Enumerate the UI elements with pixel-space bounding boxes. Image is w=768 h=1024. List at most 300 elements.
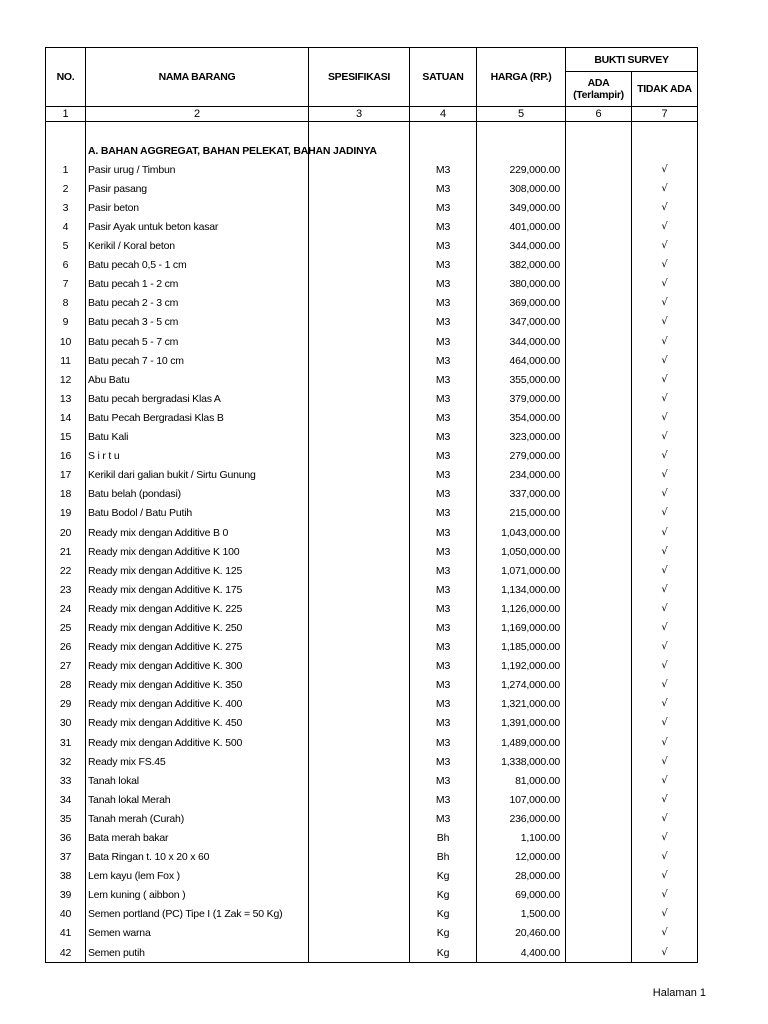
item-spesifikasi (309, 313, 410, 332)
row-number: 32 (46, 752, 86, 771)
section-row (46, 141, 698, 160)
header-bukti-survey: BUKTI SURVEY (566, 48, 698, 72)
item-spesifikasi (309, 351, 410, 370)
item-name: Ready mix dengan Additive K. 500 (86, 733, 309, 752)
item-ada (566, 237, 632, 256)
header-no: NO. (46, 48, 86, 107)
item-spesifikasi (309, 943, 410, 963)
item-tidak-ada-check: √ (632, 695, 698, 714)
item-price: 107,000.00 (477, 790, 566, 809)
item-spesifikasi (309, 332, 410, 351)
row-number: 19 (46, 504, 86, 523)
item-price: 1,338,000.00 (477, 752, 566, 771)
table-row (46, 599, 698, 618)
item-ada (566, 771, 632, 790)
item-ada (566, 389, 632, 408)
table-row (46, 580, 698, 599)
item-price: 1,185,000.00 (477, 638, 566, 657)
item-name: Tanah lokal (86, 771, 309, 790)
item-tidak-ada-check: √ (632, 179, 698, 198)
table-row (46, 275, 698, 294)
row-number: 29 (46, 695, 86, 714)
row-number: 33 (46, 771, 86, 790)
item-spesifikasi (309, 867, 410, 886)
item-ada (566, 447, 632, 466)
item-ada (566, 542, 632, 561)
item-tidak-ada-check: √ (632, 924, 698, 943)
item-price: 12,000.00 (477, 848, 566, 867)
item-unit: M3 (410, 408, 477, 427)
row-number: 40 (46, 905, 86, 924)
item-tidak-ada-check: √ (632, 408, 698, 427)
table-row (46, 504, 698, 523)
item-name: Batu pecah 7 - 10 cm (86, 351, 309, 370)
item-tidak-ada-check: √ (632, 733, 698, 752)
item-unit: M3 (410, 275, 477, 294)
header-tidak-ada: TIDAK ADA (632, 72, 698, 107)
item-name: Batu Bodol / Batu Putih (86, 504, 309, 523)
item-name: Ready mix dengan Additive K. 450 (86, 714, 309, 733)
row-number: 6 (46, 256, 86, 275)
item-ada (566, 370, 632, 389)
item-tidak-ada-check: √ (632, 389, 698, 408)
column-number: 4 (410, 107, 477, 122)
price-survey-sheet (45, 47, 697, 965)
item-unit: Kg (410, 905, 477, 924)
item-tidak-ada-check: √ (632, 905, 698, 924)
item-name: S i r t u (86, 447, 309, 466)
item-spesifikasi (309, 504, 410, 523)
item-name: Ready mix dengan Additive K 100 (86, 542, 309, 561)
item-price: 1,274,000.00 (477, 676, 566, 695)
item-unit: M3 (410, 313, 477, 332)
item-ada (566, 790, 632, 809)
item-tidak-ada-check: √ (632, 580, 698, 599)
row-number: 35 (46, 809, 86, 828)
item-price: 401,000.00 (477, 217, 566, 236)
row-number: 15 (46, 428, 86, 447)
table-row (46, 217, 698, 236)
item-unit: M3 (410, 771, 477, 790)
item-spesifikasi (309, 428, 410, 447)
item-name: Lem kayu (lem Fox ) (86, 867, 309, 886)
item-price: 1,500.00 (477, 905, 566, 924)
item-unit: M3 (410, 657, 477, 676)
row-number: 41 (46, 924, 86, 943)
item-unit: M3 (410, 733, 477, 752)
header-satuan: SATUAN (410, 48, 477, 107)
item-unit: M3 (410, 466, 477, 485)
item-spesifikasi (309, 275, 410, 294)
item-unit: M3 (410, 370, 477, 389)
item-tidak-ada-check: √ (632, 599, 698, 618)
item-ada (566, 561, 632, 580)
item-price: 382,000.00 (477, 256, 566, 275)
item-ada (566, 294, 632, 313)
item-spesifikasi (309, 657, 410, 676)
item-ada (566, 332, 632, 351)
item-price: 81,000.00 (477, 771, 566, 790)
item-price: 1,489,000.00 (477, 733, 566, 752)
item-spesifikasi (309, 886, 410, 905)
table-row (46, 905, 698, 924)
item-price: 464,000.00 (477, 351, 566, 370)
item-ada (566, 351, 632, 370)
item-spesifikasi (309, 179, 410, 198)
item-ada (566, 275, 632, 294)
row-number: 24 (46, 599, 86, 618)
item-price: 344,000.00 (477, 237, 566, 256)
table-row (46, 733, 698, 752)
item-unit: M3 (410, 160, 477, 179)
item-unit: M3 (410, 561, 477, 580)
column-number: 5 (477, 107, 566, 122)
item-name: Kerikil / Koral beton (86, 237, 309, 256)
item-unit: M3 (410, 389, 477, 408)
item-price: 1,043,000.00 (477, 523, 566, 542)
item-unit: M3 (410, 179, 477, 198)
header-spesifikasi: SPESIFIKASI (309, 48, 410, 107)
item-price: 1,169,000.00 (477, 618, 566, 637)
item-spesifikasi (309, 638, 410, 657)
item-name: Batu belah (pondasi) (86, 485, 309, 504)
item-price: 1,126,000.00 (477, 599, 566, 618)
item-tidak-ada-check: √ (632, 886, 698, 905)
item-ada (566, 943, 632, 963)
item-tidak-ada-check: √ (632, 351, 698, 370)
item-tidak-ada-check: √ (632, 542, 698, 561)
item-price: 344,000.00 (477, 332, 566, 351)
item-tidak-ada-check: √ (632, 275, 698, 294)
item-ada (566, 523, 632, 542)
item-unit: Kg (410, 924, 477, 943)
row-number: 31 (46, 733, 86, 752)
item-ada (566, 408, 632, 427)
item-spesifikasi (309, 809, 410, 828)
item-tidak-ada-check: √ (632, 790, 698, 809)
price-table (45, 47, 698, 963)
item-ada (566, 179, 632, 198)
item-ada (566, 676, 632, 695)
item-spesifikasi (309, 408, 410, 427)
table-row (46, 828, 698, 847)
row-number: 12 (46, 370, 86, 389)
item-name: Batu pecah 0,5 - 1 cm (86, 256, 309, 275)
table-row (46, 408, 698, 427)
item-ada (566, 428, 632, 447)
item-tidak-ada-check: √ (632, 618, 698, 637)
column-number-row (46, 107, 698, 122)
item-price: 369,000.00 (477, 294, 566, 313)
item-price: 1,192,000.00 (477, 657, 566, 676)
item-spesifikasi (309, 618, 410, 637)
table-row (46, 790, 698, 809)
table-body (46, 122, 698, 963)
item-tidak-ada-check: √ (632, 160, 698, 179)
item-spesifikasi (309, 217, 410, 236)
table-row (46, 924, 698, 943)
item-price: 347,000.00 (477, 313, 566, 332)
section-title: A. BAHAN AGGREGAT, BAHAN PELEKAT, BAHAN JADINYA (86, 141, 309, 160)
page-footer: Halaman 1 (652, 987, 706, 999)
item-unit: M3 (410, 523, 477, 542)
row-number: 13 (46, 389, 86, 408)
row-number: 37 (46, 848, 86, 867)
item-spesifikasi (309, 237, 410, 256)
item-name: Batu pecah 3 - 5 cm (86, 313, 309, 332)
row-number: 34 (46, 790, 86, 809)
item-name: Tanah merah (Curah) (86, 809, 309, 828)
item-ada (566, 886, 632, 905)
column-number: 7 (632, 107, 698, 122)
item-price: 1,321,000.00 (477, 695, 566, 714)
row-number: 11 (46, 351, 86, 370)
item-name: Pasir Ayak untuk beton kasar (86, 217, 309, 236)
item-name: Lem kuning ( aibbon ) (86, 886, 309, 905)
item-tidak-ada-check: √ (632, 256, 698, 275)
table-row (46, 198, 698, 217)
item-spesifikasi (309, 676, 410, 695)
item-unit: M3 (410, 695, 477, 714)
item-unit: M3 (410, 256, 477, 275)
item-spesifikasi (309, 466, 410, 485)
table-row (46, 848, 698, 867)
item-name: Ready mix dengan Additive K. 275 (86, 638, 309, 657)
header-ada-sub: (Terlampir) (573, 89, 624, 101)
item-unit: Kg (410, 867, 477, 886)
table-row (46, 657, 698, 676)
item-name: Ready mix dengan Additive K. 350 (86, 676, 309, 695)
item-spesifikasi (309, 485, 410, 504)
spacer-row (46, 122, 698, 142)
item-price: 229,000.00 (477, 160, 566, 179)
item-spesifikasi (309, 752, 410, 771)
item-tidak-ada-check: √ (632, 943, 698, 963)
item-tidak-ada-check: √ (632, 638, 698, 657)
item-unit: M3 (410, 809, 477, 828)
item-price: 349,000.00 (477, 198, 566, 217)
item-spesifikasi (309, 370, 410, 389)
item-spesifikasi (309, 542, 410, 561)
item-unit: M3 (410, 752, 477, 771)
table-row (46, 618, 698, 637)
table-row (46, 466, 698, 485)
item-spesifikasi (309, 790, 410, 809)
item-ada (566, 256, 632, 275)
item-price: 337,000.00 (477, 485, 566, 504)
table-row (46, 542, 698, 561)
item-name: Ready mix dengan Additive B 0 (86, 523, 309, 542)
item-ada (566, 828, 632, 847)
row-number: 30 (46, 714, 86, 733)
item-price: 355,000.00 (477, 370, 566, 389)
item-ada (566, 160, 632, 179)
row-number: 20 (46, 523, 86, 542)
header-nama-barang: NAMA BARANG (86, 48, 309, 107)
item-price: 234,000.00 (477, 466, 566, 485)
item-spesifikasi (309, 160, 410, 179)
item-unit: M3 (410, 790, 477, 809)
item-name: Ready mix dengan Additive K. 250 (86, 618, 309, 637)
item-ada (566, 867, 632, 886)
row-number: 2 (46, 179, 86, 198)
item-unit: M3 (410, 504, 477, 523)
row-number: 38 (46, 867, 86, 886)
item-unit: M3 (410, 542, 477, 561)
table-row (46, 771, 698, 790)
item-tidak-ada-check: √ (632, 828, 698, 847)
column-number: 3 (309, 107, 410, 122)
item-spesifikasi (309, 447, 410, 466)
row-number: 28 (46, 676, 86, 695)
item-price: 1,134,000.00 (477, 580, 566, 599)
table-row (46, 943, 698, 963)
item-price: 1,050,000.00 (477, 542, 566, 561)
item-tidak-ada-check: √ (632, 485, 698, 504)
table-row (46, 160, 698, 179)
item-tidak-ada-check: √ (632, 771, 698, 790)
table-row (46, 389, 698, 408)
item-ada (566, 313, 632, 332)
table-row (46, 351, 698, 370)
row-number: 5 (46, 237, 86, 256)
row-number: 17 (46, 466, 86, 485)
item-spesifikasi (309, 599, 410, 618)
item-spesifikasi (309, 771, 410, 790)
row-number: 7 (46, 275, 86, 294)
item-name: Ready mix dengan Additive K. 125 (86, 561, 309, 580)
item-ada (566, 485, 632, 504)
item-unit: M3 (410, 580, 477, 599)
item-tidak-ada-check: √ (632, 313, 698, 332)
item-tidak-ada-check: √ (632, 447, 698, 466)
item-ada (566, 504, 632, 523)
item-ada (566, 848, 632, 867)
table-row (46, 237, 698, 256)
table-header (46, 48, 698, 107)
item-unit: Bh (410, 828, 477, 847)
column-number: 6 (566, 107, 632, 122)
table-row (46, 370, 698, 389)
row-number: 3 (46, 198, 86, 217)
item-ada (566, 695, 632, 714)
table-row (46, 428, 698, 447)
item-name: Tanah lokal Merah (86, 790, 309, 809)
item-name: Ready mix FS.45 (86, 752, 309, 771)
item-tidak-ada-check: √ (632, 867, 698, 886)
item-unit: Bh (410, 848, 477, 867)
item-price: 1,100.00 (477, 828, 566, 847)
item-name: Batu Pecah Bergradasi Klas B (86, 408, 309, 427)
item-tidak-ada-check: √ (632, 217, 698, 236)
item-unit: M3 (410, 618, 477, 637)
item-tidak-ada-check: √ (632, 809, 698, 828)
row-number: 26 (46, 638, 86, 657)
row-number: 25 (46, 618, 86, 637)
item-spesifikasi (309, 924, 410, 943)
item-ada (566, 466, 632, 485)
item-tidak-ada-check: √ (632, 370, 698, 389)
row-number: 10 (46, 332, 86, 351)
item-ada (566, 905, 632, 924)
table-row (46, 256, 698, 275)
row-number: 8 (46, 294, 86, 313)
item-tidak-ada-check: √ (632, 523, 698, 542)
table-row (46, 313, 698, 332)
item-name: Bata merah bakar (86, 828, 309, 847)
item-name: Pasir pasang (86, 179, 309, 198)
item-spesifikasi (309, 256, 410, 275)
row-number: 42 (46, 943, 86, 963)
item-price: 1,071,000.00 (477, 561, 566, 580)
row-number: 22 (46, 561, 86, 580)
item-price: 354,000.00 (477, 408, 566, 427)
row-number: 18 (46, 485, 86, 504)
item-tidak-ada-check: √ (632, 714, 698, 733)
item-unit: M3 (410, 714, 477, 733)
table-row (46, 561, 698, 580)
table-row (46, 523, 698, 542)
item-ada (566, 809, 632, 828)
item-spesifikasi (309, 733, 410, 752)
item-price: 4,400.00 (477, 943, 566, 963)
item-name: Semen putih (86, 943, 309, 963)
item-price: 215,000.00 (477, 504, 566, 523)
item-ada (566, 924, 632, 943)
row-number: 21 (46, 542, 86, 561)
item-tidak-ada-check: √ (632, 676, 698, 695)
item-unit: M3 (410, 294, 477, 313)
item-spesifikasi (309, 523, 410, 542)
item-unit: Kg (410, 943, 477, 963)
item-name: Semen portland (PC) Tipe I (1 Zak = 50 Kg) (86, 905, 309, 924)
item-price: 379,000.00 (477, 389, 566, 408)
item-name: Ready mix dengan Additive K. 175 (86, 580, 309, 599)
item-price: 279,000.00 (477, 447, 566, 466)
item-name: Ready mix dengan Additive K. 300 (86, 657, 309, 676)
item-name: Batu pecah 5 - 7 cm (86, 332, 309, 351)
header-ada-label: ADA (587, 77, 610, 89)
item-ada (566, 599, 632, 618)
item-tidak-ada-check: √ (632, 198, 698, 217)
item-tidak-ada-check: √ (632, 504, 698, 523)
item-name: Pasir urug / Timbun (86, 160, 309, 179)
item-tidak-ada-check: √ (632, 332, 698, 351)
item-price: 1,391,000.00 (477, 714, 566, 733)
item-name: Batu Kali (86, 428, 309, 447)
item-name: Ready mix dengan Additive K. 225 (86, 599, 309, 618)
item-tidak-ada-check: √ (632, 428, 698, 447)
item-spesifikasi (309, 294, 410, 313)
item-spesifikasi (309, 580, 410, 599)
row-number: 9 (46, 313, 86, 332)
item-price: 323,000.00 (477, 428, 566, 447)
item-ada (566, 714, 632, 733)
item-ada (566, 580, 632, 599)
item-name: Bata Ringan t. 10 x 20 x 60 (86, 848, 309, 867)
item-tidak-ada-check: √ (632, 657, 698, 676)
header-harga: HARGA (RP.) (477, 48, 566, 107)
item-price: 308,000.00 (477, 179, 566, 198)
item-unit: M3 (410, 447, 477, 466)
item-price: 20,460.00 (477, 924, 566, 943)
item-unit: M3 (410, 638, 477, 657)
item-name: Kerikil dari galian bukit / Sirtu Gunung (86, 466, 309, 485)
item-tidak-ada-check: √ (632, 237, 698, 256)
item-name: Batu pecah 1 - 2 cm (86, 275, 309, 294)
item-name: Abu Batu (86, 370, 309, 389)
header-ada (566, 72, 632, 107)
